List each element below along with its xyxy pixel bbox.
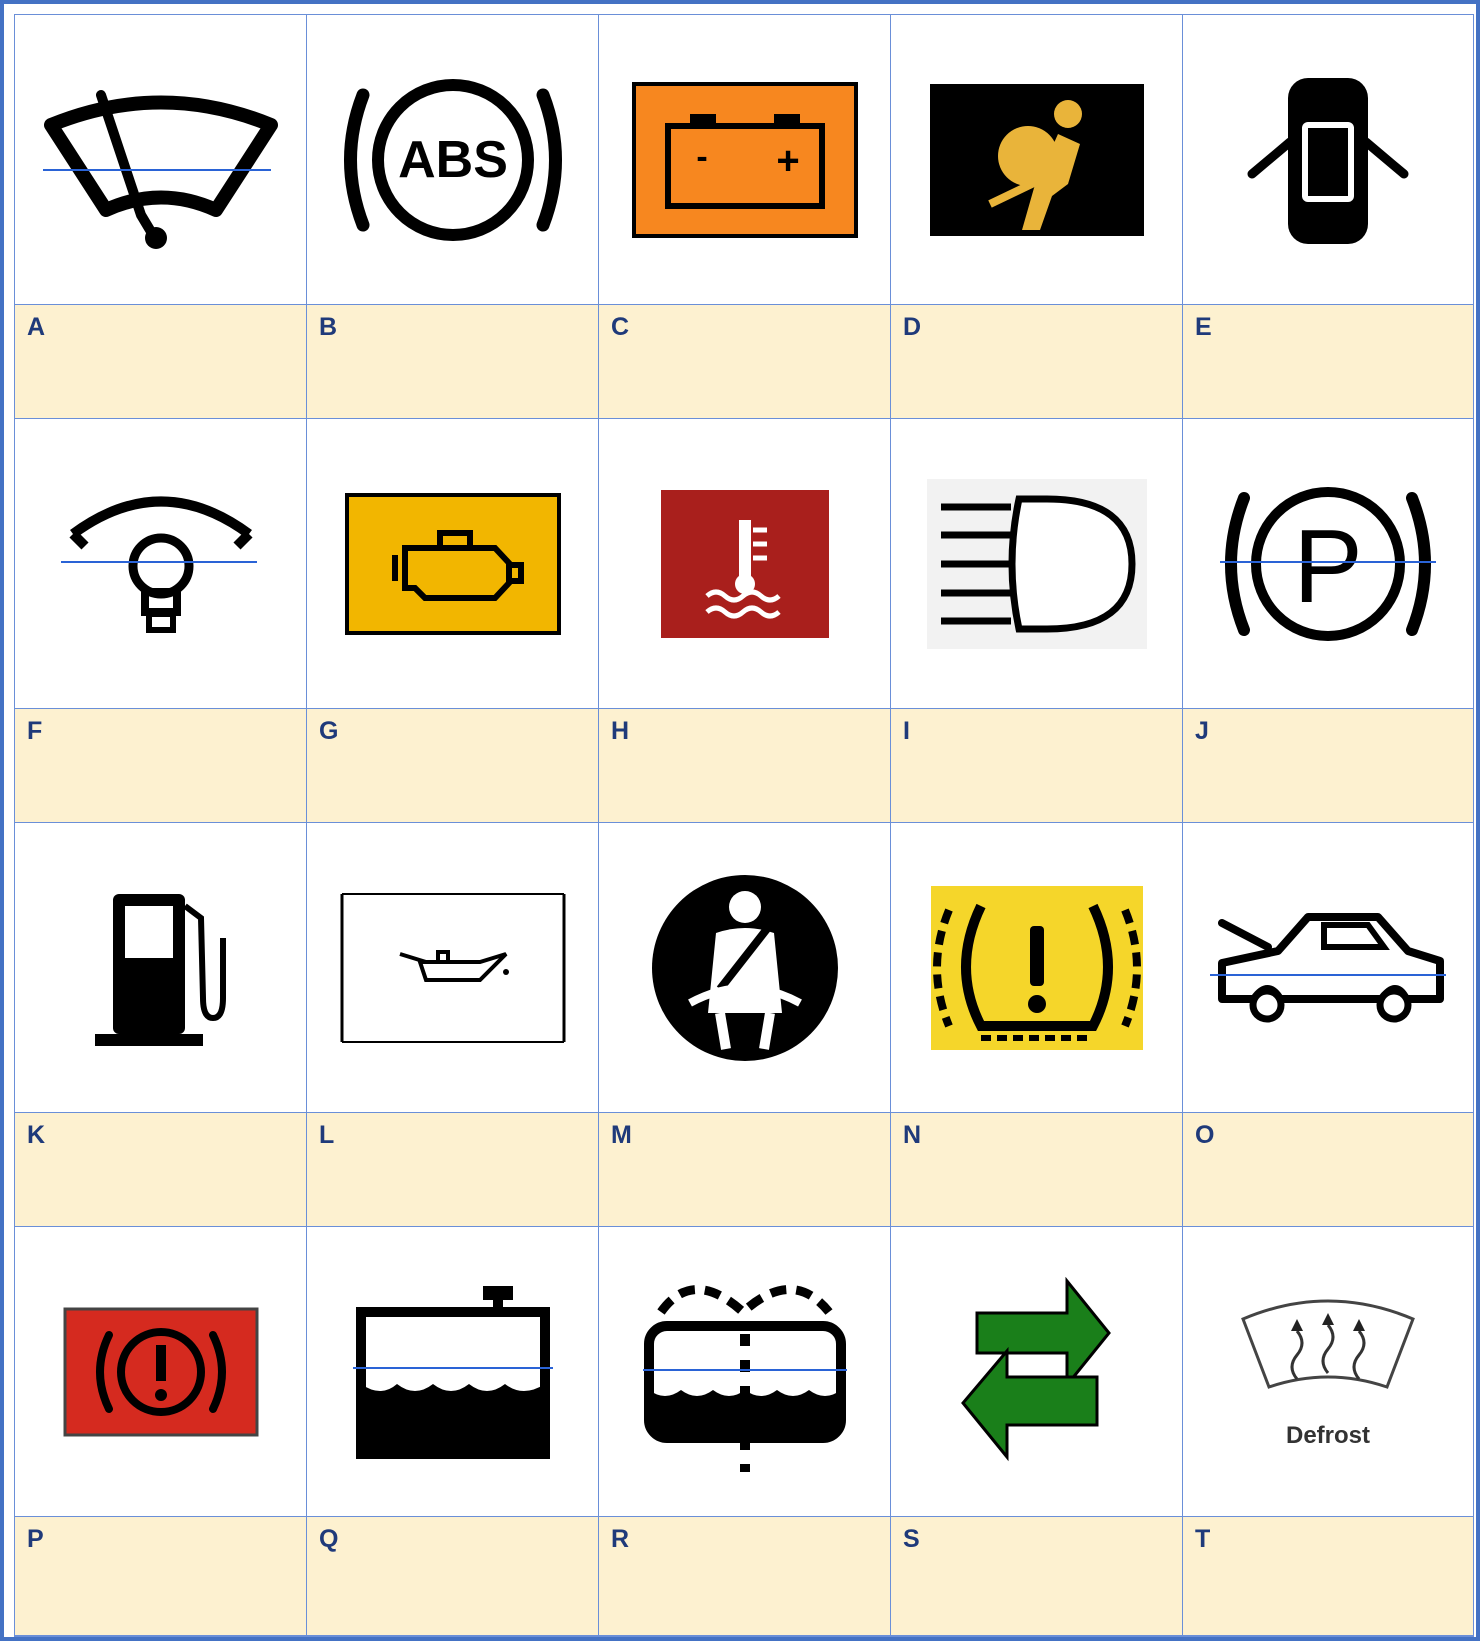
warning-lights-grid	[15, 15, 1473, 1636]
cell-o-label	[1183, 1113, 1473, 1227]
label-s: S	[903, 1525, 920, 1553]
label-l: L	[319, 1121, 335, 1149]
label-f: F	[27, 717, 43, 745]
airbag-icon	[930, 84, 1144, 236]
cell-l-label	[307, 1113, 599, 1227]
fuel-pump-icon	[91, 888, 231, 1048]
door-open-icon	[1238, 70, 1418, 250]
cell-d-label	[891, 305, 1183, 419]
washer-fluid-icon	[643, 1272, 847, 1472]
coolant-level-icon	[353, 1282, 553, 1462]
cell-l-icon	[307, 823, 599, 1113]
turn-arrows-icon	[957, 1277, 1117, 1467]
cell-k-label	[15, 1113, 307, 1227]
cell-m-label	[599, 1113, 891, 1227]
cell-n-icon	[891, 823, 1183, 1113]
label-t: T	[1195, 1525, 1211, 1553]
cell-q-label	[307, 1517, 599, 1636]
cell-s-icon	[891, 1227, 1183, 1517]
cell-e-label	[1183, 305, 1473, 419]
cell-d-icon	[891, 15, 1183, 305]
cell-e-icon	[1183, 15, 1473, 305]
label-h: H	[611, 717, 630, 745]
cell-a-icon	[15, 15, 307, 305]
cell-b-label	[307, 305, 599, 419]
check-engine-icon	[345, 493, 561, 635]
inner-frame	[14, 14, 1474, 1637]
label-j: J	[1195, 717, 1209, 745]
label-g: G	[319, 717, 339, 745]
label-c: C	[611, 313, 630, 341]
label-k: K	[27, 1121, 46, 1149]
cell-i-icon	[891, 419, 1183, 709]
cell-c-label	[599, 305, 891, 419]
cell-k-icon	[15, 823, 307, 1113]
cell-j-icon	[1183, 419, 1473, 709]
coolant-temperature-icon	[661, 490, 829, 638]
cell-t-icon	[1183, 1227, 1473, 1517]
label-b: B	[319, 313, 338, 341]
battery-minus: -	[695, 137, 708, 176]
cell-c-icon	[599, 15, 891, 305]
cell-r-icon	[599, 1227, 891, 1517]
battery-plus: +	[775, 138, 800, 183]
cell-i-label	[891, 709, 1183, 823]
cell-g-label	[307, 709, 599, 823]
wiper-icon	[41, 70, 281, 250]
abs-icon	[333, 65, 573, 255]
cell-j-label	[1183, 709, 1473, 823]
label-o: O	[1195, 1121, 1215, 1149]
abs-text: ABS	[397, 130, 508, 189]
defrost-text: Defrost	[1285, 1421, 1371, 1449]
label-i: I	[903, 717, 910, 745]
tire-pressure-icon	[931, 886, 1143, 1050]
parking-brake-icon	[1218, 474, 1438, 654]
cell-m-icon	[599, 823, 891, 1113]
label-r: R	[611, 1525, 630, 1553]
brake-warning-icon	[63, 1307, 259, 1437]
label-q: Q	[319, 1525, 339, 1553]
label-d: D	[903, 313, 922, 341]
high-beam-icon	[927, 479, 1147, 649]
cell-a-label	[15, 305, 307, 419]
label-n: N	[903, 1121, 922, 1149]
battery-icon	[632, 82, 858, 238]
defrost-icon	[1235, 1287, 1421, 1457]
cell-p-label	[15, 1517, 307, 1636]
cell-f-label	[15, 709, 307, 823]
cell-b-icon	[307, 15, 599, 305]
label-e: E	[1195, 313, 1212, 341]
label-m: M	[611, 1121, 632, 1149]
cell-g-icon	[307, 419, 599, 709]
cell-q-icon	[307, 1227, 599, 1517]
cell-r-label	[599, 1517, 891, 1636]
cell-h-label	[599, 709, 891, 823]
cell-t-label	[1183, 1517, 1473, 1636]
cell-f-icon	[15, 419, 307, 709]
cell-h-icon	[599, 419, 891, 709]
label-p: P	[27, 1525, 44, 1553]
cell-s-label	[891, 1517, 1183, 1636]
cell-o-icon	[1183, 823, 1473, 1113]
hood-open-icon	[1208, 903, 1448, 1033]
bulb-failure-icon	[61, 484, 261, 644]
oil-pressure-icon	[340, 892, 566, 1044]
label-a: A	[27, 313, 46, 341]
parking-text: P	[1293, 508, 1363, 625]
cell-n-label	[891, 1113, 1183, 1227]
seatbelt-icon	[650, 873, 840, 1063]
cell-p-icon	[15, 1227, 307, 1517]
